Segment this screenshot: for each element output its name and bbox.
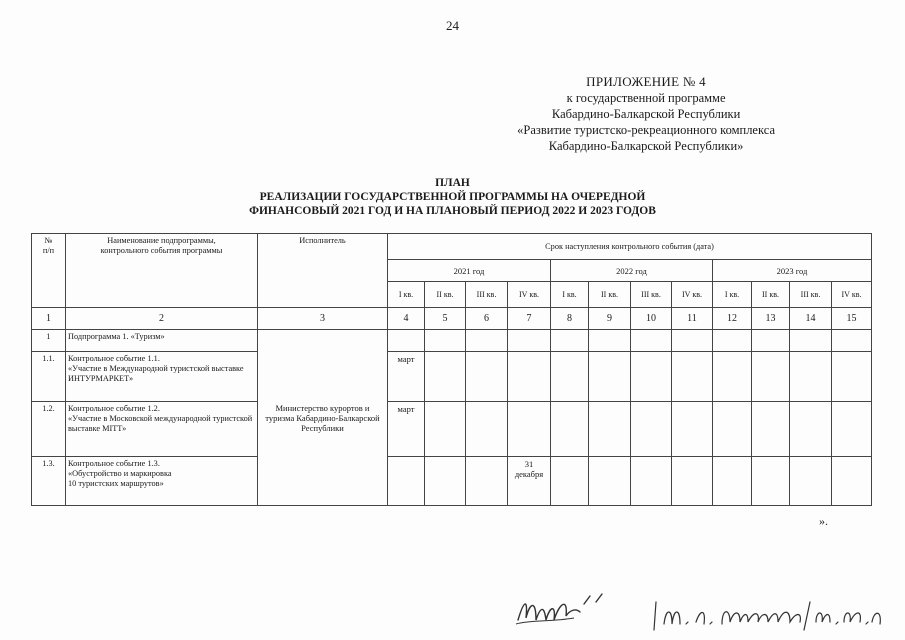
empty-cell [672, 330, 713, 352]
empty-cell [832, 457, 872, 506]
empty-cell [425, 402, 466, 457]
appendix-line: Кабардино-Балкарской Республики» [548, 139, 744, 153]
empty-cell [466, 402, 508, 457]
quarter-header: II кв. [752, 282, 790, 308]
empty-cell [713, 457, 752, 506]
header-name: Наименование подпрограммы, контрольного события программы [66, 234, 258, 308]
quarter-header: I кв. [551, 282, 589, 308]
header-executor: Исполнитель [258, 234, 388, 308]
deadline-cell [508, 402, 551, 457]
quarter-header: I кв. [388, 282, 425, 308]
handwritten-name-date [650, 598, 890, 634]
table-row [32, 457, 872, 506]
deadline-cell: март [388, 402, 425, 457]
plan-table [31, 233, 872, 506]
empty-cell [466, 352, 508, 402]
empty-cell [832, 352, 872, 402]
column-number: 9 [589, 308, 631, 330]
page-number: 24 [446, 18, 459, 33]
appendix-heading: ПРИЛОЖЕНИЕ № 4 [586, 74, 706, 89]
title-line: ФИНАНСОВЫЙ 2021 ГОД И НА ПЛАНОВЫЙ ПЕРИОД 2022 И 2023 ГОДОВ [249, 205, 656, 217]
quarter-header: IV кв. [508, 282, 551, 308]
empty-cell [790, 330, 832, 352]
quarter-header: III кв. [790, 282, 832, 308]
empty-cell [752, 330, 790, 352]
column-number: 8 [551, 308, 589, 330]
year-header: 2021 год [388, 260, 551, 282]
empty-cell [551, 330, 589, 352]
empty-cell [631, 330, 672, 352]
appendix-header [517, 74, 775, 154]
title-line: РЕАЛИЗАЦИИ ГОСУДАРСТВЕННОЙ ПРОГРАММЫ НА ОЧЕРЕДНОЙ [259, 191, 646, 203]
column-number: 5 [425, 308, 466, 330]
column-number: 10 [631, 308, 672, 330]
empty-cell [551, 352, 589, 402]
empty-cell [713, 402, 752, 457]
row-name: Подпрограмма 1. «Туризм» [66, 330, 258, 352]
row-number: 1.1. [32, 352, 66, 402]
closing-quote-mark: ». [819, 514, 828, 528]
handwritten-signature [510, 590, 620, 635]
empty-cell [752, 352, 790, 402]
empty-cell [466, 457, 508, 506]
empty-cell [752, 457, 790, 506]
deadline-cell: 31 декабря [508, 457, 551, 506]
empty-cell [832, 330, 872, 352]
table-row [32, 402, 872, 457]
quarter-header: II кв. [425, 282, 466, 308]
empty-cell [790, 402, 832, 457]
header-num: № п/п [32, 234, 66, 308]
empty-cell [672, 457, 713, 506]
column-number: 14 [790, 308, 832, 330]
header-deadline: Срок наступления контрольного события (дата) [388, 234, 872, 260]
appendix-line: к государственной программе [566, 91, 726, 105]
table-row [32, 352, 872, 402]
column-number: 7 [508, 308, 551, 330]
empty-cell [425, 330, 466, 352]
row-name: Контрольное событие 1.3. «Обустройство и маркировка 10 туристских маршрутов» [66, 457, 258, 506]
empty-cell [589, 352, 631, 402]
deadline-cell [388, 457, 425, 506]
column-number: 15 [832, 308, 872, 330]
empty-cell [790, 457, 832, 506]
empty-cell [752, 402, 790, 457]
title-line: ПЛАН [435, 177, 470, 189]
empty-cell [551, 457, 589, 506]
empty-cell [631, 402, 672, 457]
column-number: 4 [388, 308, 425, 330]
empty-cell [713, 352, 752, 402]
empty-cell [425, 457, 466, 506]
empty-cell [631, 457, 672, 506]
column-number: 13 [752, 308, 790, 330]
quarter-header: III кв. [466, 282, 508, 308]
executor-cell: Министерство курортов и туризма Кабардино-Балкарской Республики [258, 330, 388, 506]
year-header: 2023 год [713, 260, 872, 282]
quarter-header: IV кв. [672, 282, 713, 308]
row-name: Контрольное событие 1.2. «Участие в Московской международной туристской выставке МІТТ» [66, 402, 258, 457]
empty-cell [713, 330, 752, 352]
column-number: 12 [713, 308, 752, 330]
row-number: 1.2. [32, 402, 66, 457]
column-number: 3 [258, 308, 388, 330]
empty-cell [589, 330, 631, 352]
row-number: 1.3. [32, 457, 66, 506]
empty-cell [672, 402, 713, 457]
column-number: 11 [672, 308, 713, 330]
appendix-line: «Развитие туристско-рекреационного комплекса [517, 123, 775, 137]
empty-cell [425, 352, 466, 402]
quarter-header: I кв. [713, 282, 752, 308]
year-header: 2022 год [551, 260, 713, 282]
appendix-line: Кабардино-Балкарской Республики [551, 107, 741, 121]
table-row [32, 330, 872, 352]
empty-cell [589, 402, 631, 457]
document-title [0, 176, 905, 218]
column-number: 6 [466, 308, 508, 330]
row-number: 1 [32, 330, 66, 352]
column-number: 1 [32, 308, 66, 330]
empty-cell [832, 402, 872, 457]
quarter-header: IV кв. [832, 282, 872, 308]
empty-cell [466, 330, 508, 352]
deadline-cell: март [388, 352, 425, 402]
empty-cell [672, 352, 713, 402]
quarter-header: II кв. [589, 282, 631, 308]
empty-cell [551, 402, 589, 457]
deadline-cell [388, 330, 425, 352]
column-number: 2 [66, 308, 258, 330]
empty-cell [631, 352, 672, 402]
quarter-header: III кв. [631, 282, 672, 308]
deadline-cell [508, 352, 551, 402]
empty-cell [790, 352, 832, 402]
deadline-cell [508, 330, 551, 352]
row-name: Контрольное событие 1.1. «Участие в Международной туристской выставке ИНТУРМАРКЕТ» [66, 352, 258, 402]
empty-cell [589, 457, 631, 506]
